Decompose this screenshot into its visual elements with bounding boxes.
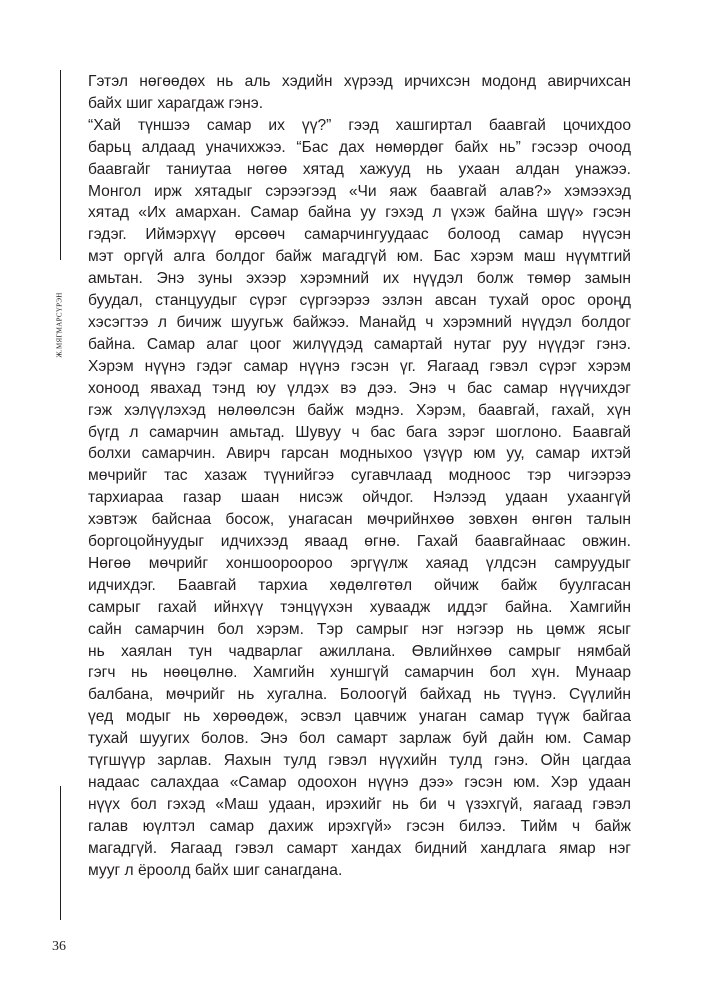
body-text <box>88 71 631 882</box>
text-line: самрыг гахай ийнхүү тэнцүүхэн хуваадж иддэг байна. Хамгийн <box>88 598 631 616</box>
text-line: гэж хэлүүлэхэд нөлөөлсэн байж мэднэ. Хэрэм, баавгай, гахай, хүн <box>88 401 631 419</box>
running-head <box>53 270 67 380</box>
text-line: үед модыг нь хөрөөдөж, эсвэл цавчиж унаган самар түүж байгаа <box>88 708 631 726</box>
text-line: байх шиг харагдаж гэнэ. <box>88 94 264 112</box>
text-line: мууг л ёроолд байх шиг санагдана. <box>88 861 343 879</box>
text-line: буудал, станцуудыг сүрэг сүргээрээ эзлэн авсан тухай орос ороңд <box>88 292 631 310</box>
text-line: түгшүүр зарлав. Яахын тулд гэвэл нүүхийн тулд гэнэ. Ойн цагдаа <box>88 752 631 770</box>
page-number: 36 <box>52 939 66 954</box>
text-line: тухай шуугих болов. Энэ бол самарт зарлаж буй дайн юм. Самар <box>88 730 631 748</box>
text-line: болхи самарчин. Авирч гарсан модныхоо үзүүр юм уу, самар ихтэй <box>88 445 631 463</box>
text-line: боргоцойнуудыг идчихээд яваад өгнө. Гахай баавгайнаас овжин. <box>88 533 631 551</box>
text-line: барьц алдаад уначихжээ. “Бас дах нөмөрдөг байх нь” гэсээр очоод <box>88 138 631 156</box>
margin-rule-bottom <box>60 786 61 920</box>
margin-rule-top <box>60 70 61 260</box>
text-line: амьтан. Энэ зуны эхээр хэрэмний их нүүдэл болж төмөр замын <box>88 270 631 288</box>
text-line: сайн самарчин бол хэрэм. Тэр самрыг нэг нэгээр нь цөмж ясыг <box>88 620 631 638</box>
text-line: магадгүй. Яагаад гэвэл самарт хандах бидний хандлага ямар нэг <box>88 839 631 857</box>
text-line: мөчрийг тас хазаж түүнийгээ сугавчлаад модноос тэр чигээрээ <box>88 467 631 485</box>
text-line: идчихдэг. Баавгай тархиа хөдөлгөтөл ойчиж байж буулгасан <box>88 576 631 594</box>
text-line: байна. Самар алаг цоог жилүүдэд самартай нутаг руу нүүдэг гэнэ. <box>88 335 631 353</box>
text-line: бүгд л самарчин амьтад. Шувуу ч бас бага зэрэг шоглоно. Баавгай <box>88 423 631 441</box>
text-line: гэгч нь нөөцөлнө. Хамгийн хуншгүй самарчин бол хүн. Мунаар <box>88 664 631 682</box>
text-line: Гэтэл нөгөөдөх нь аль хэдийн хүрээд ирчихсэн модонд авирчихсан <box>88 73 631 90</box>
running-head-author: Ж.МЯГМАРСҮРЭН <box>56 292 65 358</box>
text-line: надаас салахдаа «Самар одоохон нүүнэ дээ» гэсэн юм. Хэр удаан <box>88 774 631 791</box>
text-line: “Хай түншээ самар их үү?” гээд хашгиртал баавгай цочихдоо <box>88 116 631 134</box>
text-line: хятад «Их амархан. Самар байна уу гэхэд л үхэж байна шүү» гэсэн <box>88 204 631 222</box>
text-line: балбана, мөчрийг нь хугална. Болоогүй байхад нь түүнэ. Сүүлийн <box>88 686 631 704</box>
text-line: хэвтэж байснаа босож, унагасан мөчрийнхөө зөвхөн өнгөн талын <box>88 511 631 529</box>
text-line: хоноод явахад тэнд юу үлдэх вэ дээ. Энэ ч бас самар нүүчихдэг <box>88 379 631 397</box>
text-line: нь хаялан тун чадварлаг ажиллана. Өвлийнхөө самрыг нямбай <box>88 642 631 660</box>
text-line: нүүх бол гэхэд «Маш удаан, ирэхийг нь би ч үзэхгүй, яагаад гэвэл <box>88 795 631 813</box>
text-line: тархиараа газар шаан нисэж ойчдог. Нэлээд удаан ухаангүй <box>88 489 631 507</box>
text-line: Монгол ирж хятадыг сэрээгээд «Чи яаж баавгай алав?» хэмээхэд <box>88 182 631 200</box>
text-line: галав юүлтэл самар дахиж ирэхгүй» гэсэн билээ. Тийм ч байж <box>88 817 631 835</box>
text-line: гэдэг. Иймэрхүү өрсөөч самарчингуудаас болоод самар нүүсэн <box>88 226 631 244</box>
text-line: мэт оргүй алга болдог байж магадгүй юм. Бас хэрэм маш нүүмтгий <box>88 248 631 266</box>
text-line: Нөгөө мөчрийг хоншоороороо эргүүлж хаяад үлдсэн самруудыг <box>88 554 631 572</box>
text-line: Хэрэм нүүнэ гэдэг самар нүүнэ гэсэн үг. Яагаад гэвэл сүрэг хэрэм <box>88 357 631 375</box>
text-line: баавгайг таниутаа нөгөө хятад хажууд нь ухаан алдан унажээ. <box>88 160 631 178</box>
text-line: хэсэгтээ л бичиж шуугьж байжээ. Манайд ч хэрэмний нүүдэл болдог <box>88 313 631 331</box>
